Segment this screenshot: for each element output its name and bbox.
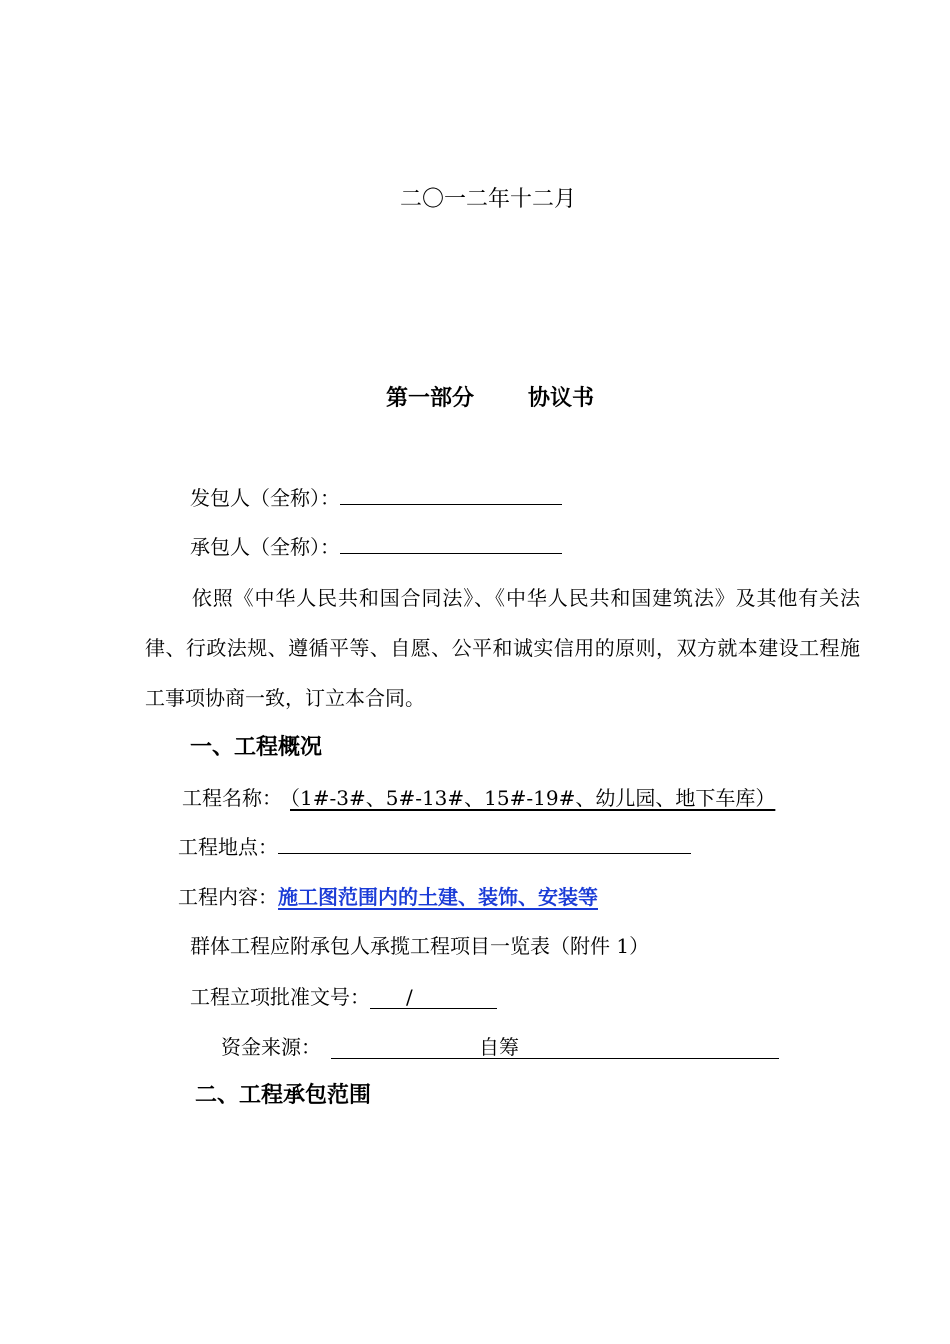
project-name-label: 工程名称： — [182, 786, 282, 810]
contractor-label: 承包人（全称）： — [190, 535, 340, 559]
project-content-label: 工程内容： — [178, 885, 278, 909]
contractor-blank[interactable] — [340, 552, 562, 554]
project-name-value: （1#-3#、5#-13#、15#-19#、幼儿园、地下车库） — [290, 786, 776, 810]
document-date: 二〇一二年十二月 — [400, 187, 577, 212]
part-number: 第一部分 — [386, 386, 475, 411]
employer-blank[interactable] — [340, 503, 562, 505]
section1-heading: 一、工程概况 — [190, 735, 323, 760]
part-name: 协议书 — [528, 386, 595, 411]
preamble-paragraph — [145, 573, 860, 723]
project-location-row — [178, 837, 691, 857]
part-title — [386, 388, 594, 410]
section2-heading: 二、工程承包范围 — [195, 1083, 372, 1108]
project-location-blank[interactable] — [278, 852, 691, 854]
approval-value: / — [406, 985, 413, 1009]
employer-label: 发包人（全称）： — [190, 486, 340, 510]
funding-value: 自筹 — [479, 1035, 519, 1059]
funding-row — [221, 1037, 779, 1059]
funding-label: 资金来源： — [221, 1035, 321, 1059]
employer-row — [190, 488, 562, 508]
project-name-row — [182, 788, 775, 808]
project-content-row — [178, 887, 598, 907]
approval-label: 工程立项批准文号： — [190, 985, 370, 1009]
contractor-row — [190, 537, 562, 557]
funding-field[interactable] — [331, 1037, 779, 1059]
approval-row — [190, 987, 497, 1009]
group-project-note: 群体工程应附承包人承揽工程项目一览表（附件 1） — [190, 934, 650, 958]
approval-field[interactable] — [370, 987, 497, 1009]
preamble-text: 依照《中华人民共和国合同法》、《中华人民共和国建筑法》及其他有关法律、行政法规、遵循平等、自愿、公平和诚实信用的原则，双方就本建设工程施工事项协商一致，订立本合同。 — [145, 586, 860, 710]
project-content-link[interactable]: 施工图范围内的土建、装饰、安装等 — [278, 885, 598, 909]
project-location-label: 工程地点： — [178, 835, 278, 859]
